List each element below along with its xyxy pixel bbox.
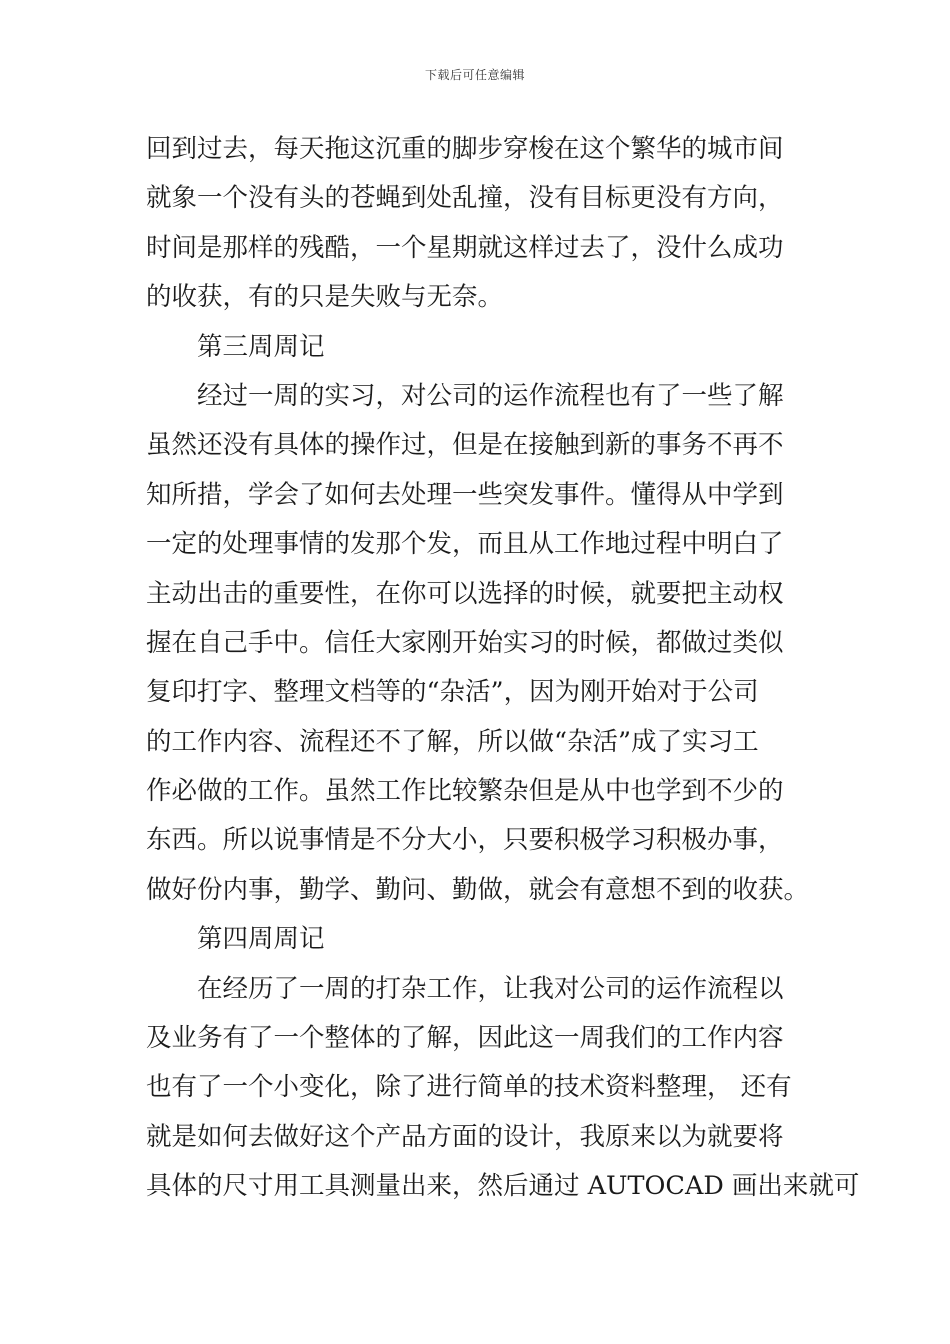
text-line: 作必做的工作。虽然工作比较繁杂但是从中也学到不少的 bbox=[146, 776, 784, 807]
text-line: 握在自己手中。信任大家刚开始实习的时候，都做过类似 bbox=[146, 627, 784, 658]
text-line: 回到过去，每天拖这沉重的脚步穿梭在这个繁华的城市间 bbox=[146, 134, 784, 164]
text-line: 做好份内事，勤学、勤问、勤做，就会有意想不到的收获。 bbox=[146, 874, 810, 905]
text-line: 复印打字、整理文档等的“杂活”，因为刚开始对于公司 bbox=[146, 677, 759, 708]
text-line: 知所措，学会了如何去处理一些突发事件。懂得从中学到 bbox=[146, 479, 784, 510]
text-line: 及业务有了一个整体的了解，因此这一周我们的工作内容 bbox=[146, 1023, 784, 1054]
section-heading-week-3: 第三周周记 bbox=[197, 331, 325, 362]
section-heading-week-4: 第四周周记 bbox=[197, 924, 325, 955]
text-line: 虽然还没有具体的操作过，但是在接触到新的事务不再不 bbox=[146, 430, 784, 461]
text-line: 也有了一个小变化，除了进行简单的技术资料整理， 还有 bbox=[146, 1072, 792, 1103]
text-line: 就象一个没有头的苍蝇到处乱撞，没有目标更没有方向， bbox=[146, 183, 784, 214]
paragraph-start: 经过一周的实习，对公司的运作流程也有了一些了解 bbox=[197, 380, 784, 411]
paragraph-start: 在经历了一周的打杂工作，让我对公司的运作流程以 bbox=[197, 973, 784, 1004]
text-line: 具体的尺寸用工具测量出来，然后通过 AUTOCAD 画出来就可 bbox=[146, 1171, 860, 1202]
text-line: 的工作内容、流程还不了解，所以做“杂活”成了实习工 bbox=[146, 726, 759, 757]
text-line: 主动出击的重要性，在你可以选择的时候，就要把主动权 bbox=[146, 578, 784, 609]
page-header-note: 下载后可任意编辑 bbox=[424, 68, 525, 82]
text-line: 的收获，有的只是失败与无奈。 bbox=[146, 282, 504, 313]
text-line: 时间是那样的残酷，一个星期就这样过去了，没什么成功 bbox=[146, 232, 784, 263]
document-body bbox=[146, 125, 860, 1212]
text-line: 东西。所以说事情是不分大小，只要积极学习积极办事， bbox=[146, 825, 784, 856]
text-line: 一定的处理事情的发那个发，而且从工作地过程中明白了 bbox=[146, 529, 784, 560]
text-line: 就是如何去做好这个产品方面的设计，我原来以为就要将 bbox=[146, 1121, 784, 1152]
